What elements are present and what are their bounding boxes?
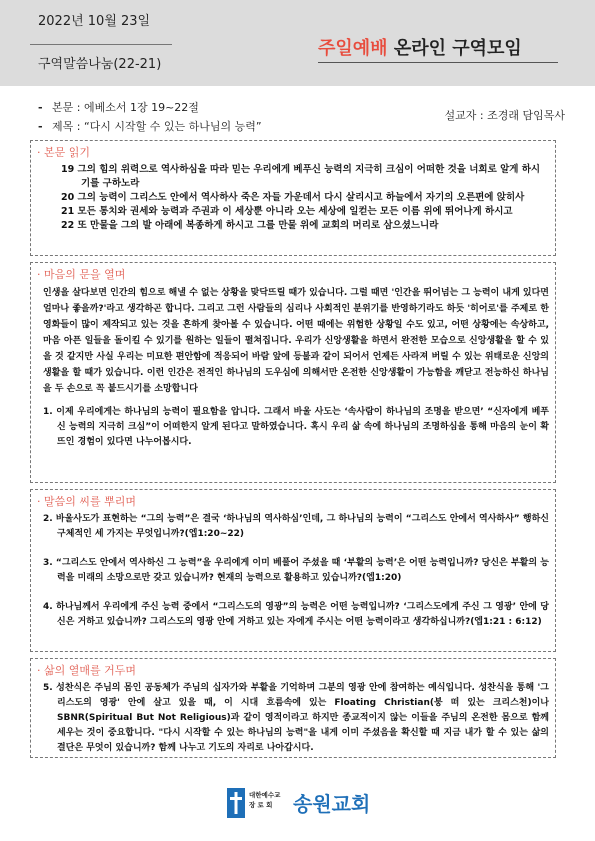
sermon-title: 제목 : “다시 시작할 수 있는 하나님의 능력” xyxy=(52,120,262,133)
open-heart-title: · 마음의 문을 열며 xyxy=(37,268,126,281)
title-underline xyxy=(318,62,558,63)
verse-21: 21 모든 통치와 권세와 능력과 주권과 이 세상뿐 아니라 오는 세상에 일컫는 모든 이름 위에 뛰어나게 하시고 xyxy=(61,206,513,217)
reading-section xyxy=(30,140,556,256)
open-heart-section xyxy=(30,262,556,483)
question-2: 2. 바울사도가 표현하는 “그의 능력”은 결국 ‘하나님의 역사하심’인데, 그 하나님의 능력이 “그리스도 안에서 역사하사” 행하신 구체적인 세 가지는 무엇입니까?(엡1:20~22) xyxy=(43,514,549,539)
sermon-title-line: - 제목 : “다시 시작할 수 있는 하나님의 능력” xyxy=(38,120,262,133)
fruit-section xyxy=(30,658,556,758)
seed-title: · 말씀의 씨를 뿌리며 xyxy=(37,495,136,508)
preacher-name: 설교자 : 조경래 담임목사 xyxy=(444,109,565,122)
seed-section xyxy=(30,489,556,652)
question-3: 3. “그리스도 안에서 역사하신 그 능력”을 우리에게 이미 베풀어 주셨을 때 ‘부활의 능력’은 어떤 능력입니까? 당신은 부활의 능력을 미래의 소망으로만 갖고 있습니까? 현재의 능력으로 활용하고 있습니까?(엡1:20) xyxy=(43,558,549,583)
header-banner xyxy=(0,0,595,86)
fruit-title: · 삶의 열매를 거두며 xyxy=(37,664,136,677)
bulletin-number: 구역말씀나눔(22-21) xyxy=(38,57,162,72)
verse-19: 19 그의 힘의 위력으로 역사하심을 따라 믿는 우리에게 베푸신 능력의 지극히 크심이 어떠한 것을 너희로 알게 하시기를 구하노라 xyxy=(61,164,541,189)
church-name: 송원교회 xyxy=(293,792,371,816)
bulletin-date: 2022년 10월 23일 xyxy=(38,14,151,29)
intro-paragraph: 인생을 살다보면 인간의 힘으로 해낼 수 없는 상황을 맞닥뜨릴 때가 있습니다. 그럴 때면 '인간을 뛰어넘는 그 능력이 내게 있다면 얼마나 좋을까?'라고 생각하곤 합니다. 그리고 그런 사람들의 심리나 사회적인 분위기를 반영하기라도 하듯 '히어로'를 주제로 한 영화들이 많이 제작되고 있는 것을 흔하게 찾아볼 수 있습니다. 어떤 때에는 위험한 상황일 수도 있고, 어떤 상황에는 속상하고, 마음 아픈 일들을 돌이킬 수 있기를 원하는 일들이 펼쳐집니다. 우리가 신앙생활을 하면서 완전한 모습으로 신앙생활을 할 수 있을 것 같지만 사실 우리는 미묘한 편안함에 적응되어 바람 앞에 등불과 같이 되어서 언제든 사라져 버릴 수 있는 위태로운 신앙의 생활을 할 때가 있습니다. 이런 인간은 전적인 하나님의 도우심에 의해서만 온전한 신앙생활이 가능함을 깨닫고 전능하신 하나님을 두 손으로 꼭 붙드시기를 소망합니다 xyxy=(43,288,549,394)
question-4: 4. 하나님께서 우리에게 주신 능력 중에서 “그리스도의 영광”의 능력은 어떤 능력입니까? ‘그리스도에게 주신 그 영광’ 안에 당신은 거하고 있습니까? 그리스도의 영광 안에 거하고 있는 자에게 주시는 어떤 능력이라고 생각하십니까?(엡1:21 : 6:12) xyxy=(43,602,549,627)
denomination-label: 대한예수교 장 로 회 xyxy=(249,791,281,809)
page-title xyxy=(318,34,522,60)
question-5: 5. 성찬식은 주님의 몸인 공동체가 주님의 십자가와 부활을 기억하며 그분의 영광 안에 참여하는 예식입니다. 성찬식을 통해 '그리스도의 영광' 안에 살고 있을 때, 이 시대 흐름속에 있는 Floating Christian(붕 떠 있는 크리스천)이나 SBNR(Spiritual But Not Religious)과 같이 영적이라고 하지만 종교적이지 않는 이들을 주님의 온전한 몸으로 함께 세우는 것이 중요합니다. "다시 시작할 수 있는 하나님의 능력"을 내게 이미 주셨음을 확신할 때 지금 내가 할 수 있는 삶의 결단은 무엇이 있습니까? 함께 나누고 기도의 자리로 나아갑시다. xyxy=(43,683,549,753)
cross-logo-icon xyxy=(227,788,245,818)
verse-22: 22 또 만물을 그의 발 아래에 복종하게 하시고 그를 만물 위에 교회의 머리로 삼으셨느니라 xyxy=(61,220,439,231)
reading-title: · 본문 읽기 xyxy=(37,146,90,159)
header-divider xyxy=(30,44,172,45)
passage-line: - 본문 : 에베소서 1장 19~22절 xyxy=(38,101,199,114)
question-1: 1. 이제 우리에게는 하나님의 능력이 필요함을 압니다. 그래서 바울 사도는 ‘속사람이 하나님의 조명을 받으면’ “신자에게 베푸신 능력의 지극히 크심”이 어떠한지 알게 된다고 말하였습니다. 혹시 우리 삶 속에 하나님의 조명하심을 통해 마음의 눈이 확 뜨인 경험이 있다면 나누어봅시다. xyxy=(43,407,549,447)
church-logo xyxy=(227,788,387,828)
page-title-rest: 온라인 구역모임 xyxy=(387,38,522,59)
verse-20: 20 그의 능력이 그리스도 안에서 역사하사 죽은 자들 가운데서 다시 살리시고 하늘에서 자기의 오른편에 앉히사 xyxy=(61,192,525,203)
page-title-accent: 주일예배 xyxy=(318,38,388,59)
passage-label: 본문 : 에베소서 1장 19~22절 xyxy=(52,101,199,114)
